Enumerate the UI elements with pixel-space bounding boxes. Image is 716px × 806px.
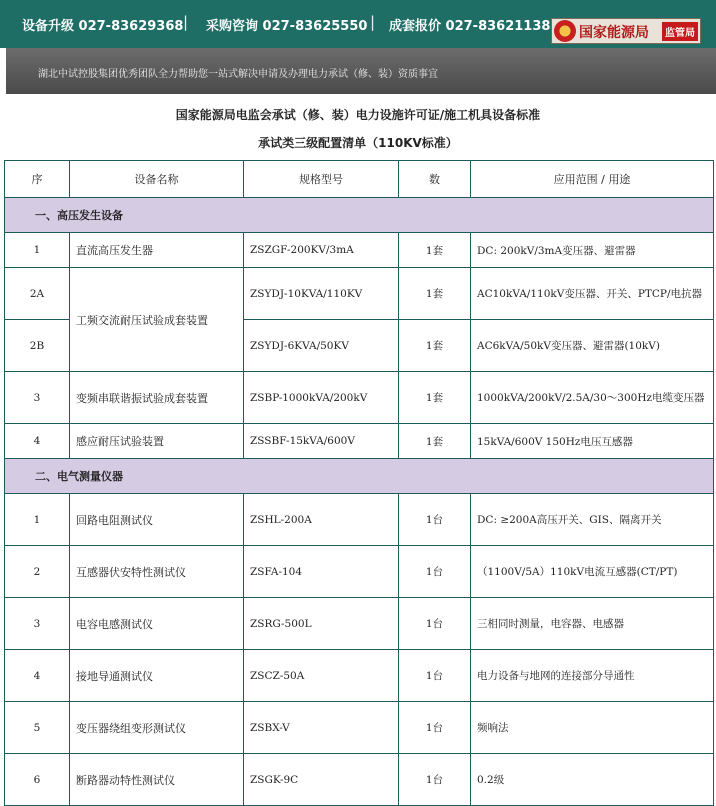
nea-logo: 国家能源局 监管局 [551, 18, 701, 44]
table-row: 3 变频串联谐振试验成套装置 ZSBP-1000kVA/200kV 1套 1000kVA/200kV/2.5A/30～300Hz电缆变压器 [5, 372, 714, 424]
header-spec: 规格型号 [244, 161, 399, 198]
table-row: 4 接地导通测试仪 ZSCZ-50A 1台 电力设备与地网的连接部分导通性 [5, 650, 714, 702]
table-row: 1 回路电阻测试仪 ZSHL-200A 1台 DC: ≥200A高压开关、GIS、隔离开关 [5, 494, 714, 546]
header-name: 设备名称 [70, 161, 244, 198]
category-row: 一、高压发生设备 [5, 198, 714, 233]
header-qty: 数 [399, 161, 471, 198]
header-use: 应用范围 / 用途 [471, 161, 714, 198]
contact-upgrade[interactable]: 设备升级 027-83629368 [22, 19, 184, 34]
top-contact-bar [0, 0, 716, 48]
table-row: 3 电容电感测试仪 ZSRG-500L 1台 三相同时测量，电容器、电感器 [5, 598, 714, 650]
contact-quote[interactable]: 成套报价 027-83621138 [389, 19, 551, 34]
separator: | [370, 13, 376, 31]
table-row: 2B ZSYDJ-6KVA/50KV 1套 AC6kVA/50kV变压器、避雷器(10kV) [5, 320, 714, 372]
table-row: 6 断路器动特性测试仪 ZSGK-9C 1台 0.2级 [5, 754, 714, 806]
promo-banner [6, 48, 716, 94]
table-row: 2A 工频交流耐压试验成套装置 ZSYDJ-10KVA/110KV 1套 AC10kVA/110kV变压器、开关、PTCP/电抗器 [5, 268, 714, 320]
promo-text: 湖北中试控股集团优秀团队全力帮助您一站式解决申请及办理电力承试（修、装）资质事宜 [38, 69, 438, 80]
document-title: 国家能源局电监会承试（修、装）电力设施许可证/施工机具设备标准 [175, 108, 541, 122]
contact-purchase[interactable]: 采购咨询 027-83625550 [206, 19, 368, 34]
category-row: 二、电气测量仪器 [5, 459, 714, 494]
document-subtitle: 承试类三级配置清单（110KV标准） [258, 136, 458, 150]
national-emblem-icon [554, 20, 576, 42]
equipment-table [4, 160, 714, 806]
table-row: 4 感应耐压试验装置 ZSSBF-15kVA/600V 1套 15kVA/600V 150Hz电压互感器 [5, 424, 714, 459]
header-no: 序 [5, 161, 70, 198]
separator: | [183, 13, 189, 31]
table-row: 2 互感器伏安特性测试仪 ZSFA-104 1台 （1100V/5A）110kV电流互感器(CT/PT) [5, 546, 714, 598]
table-header-row [5, 161, 714, 198]
table-row: 5 变压器绕组变形测试仪 ZSBX-V 1台 频响法 [5, 702, 714, 754]
table-row: 1 直流高压发生器 ZSZGF-200KV/3mA 1套 DC: 200kV/3mA变压器、避雷器 [5, 233, 714, 268]
